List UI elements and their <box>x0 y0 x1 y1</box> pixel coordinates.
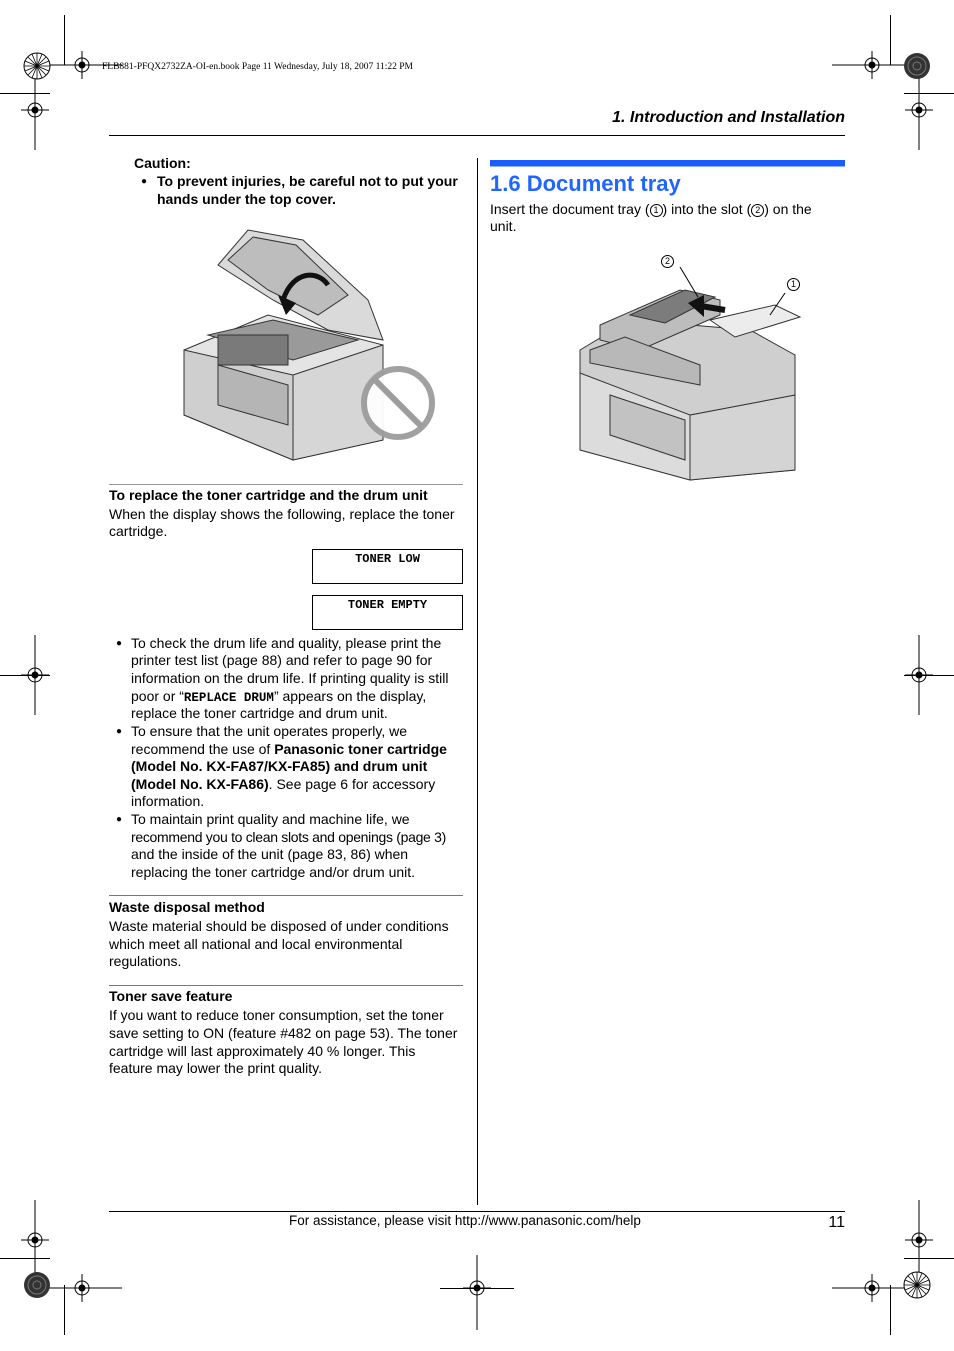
callout-number: 1 <box>650 204 663 217</box>
bold-run: Panasonic toner cartridge <box>274 741 447 757</box>
open-printer-illustration <box>178 225 438 465</box>
column-divider <box>477 158 478 1205</box>
text-run: ” appears on the display, <box>273 688 427 704</box>
header-rule <box>109 135 845 136</box>
waste-line2: which meet all national and local environmental <box>109 936 403 952</box>
waste-line3: regulations. <box>109 953 182 969</box>
display-message: REPLACE DRUM <box>183 691 274 705</box>
bullet3-line1: To maintain print quality and machine life, we <box>131 811 410 827</box>
lcd-text: TONER LOW <box>355 552 420 566</box>
text-run: recommend the use of <box>131 741 275 757</box>
bullet-icon: ● <box>116 638 123 649</box>
toner-save-line3: cartridge will last approximately 40 % longer. This <box>109 1043 416 1059</box>
text-run: . See page 6 for accessory <box>268 776 436 792</box>
starburst-mark-bl <box>22 1270 52 1300</box>
callout-2 <box>661 252 674 270</box>
bullet2-line1: To ensure that the unit operates properly, we <box>131 723 408 739</box>
callout-number: 2 <box>661 255 674 268</box>
print-header: FLB881-PFQX2732ZA-OI-en.book Page 11 Wednesday, July 18, 2007 11:22 PM <box>102 62 413 72</box>
bullet3-line3: and the inside of the unit (page 83, 86) when <box>131 846 409 862</box>
starburst-mark-tr <box>902 51 932 81</box>
lcd-display-toner-empty <box>312 595 463 630</box>
bullet1-line2: printer test list (page 88) and refer to page 90 for <box>131 652 433 668</box>
section-divider <box>109 985 463 986</box>
waste-line1: Waste material should be disposed of under conditions <box>109 918 449 934</box>
callout-1 <box>787 275 800 293</box>
replace-text-line1: When the display shows the following, replace the toner <box>109 506 455 522</box>
bullet1-line5: replace the toner cartridge and drum unit. <box>131 705 388 721</box>
bullet-icon: ● <box>116 726 123 737</box>
bullet1-line1: To check the drum life and quality, please print the <box>131 635 442 651</box>
section-title: 1. Introduction and Installation <box>612 109 845 126</box>
callout-number: 2 <box>751 204 764 217</box>
bullet2-line5: information. <box>131 793 205 809</box>
caution-text-line2: hands under the top cover. <box>157 191 336 207</box>
footer-help-link[interactable]: For assistance, please visit http://www.panasonic.com/help <box>289 1213 641 1228</box>
toner-save-line4: feature may lower the print quality. <box>109 1060 322 1076</box>
heading-bar-underline <box>490 166 845 167</box>
bullet2-line3: (Model No. KX-FA87/KX-FA85) and drum unit <box>131 758 428 774</box>
toner-save-line2: save setting to ON (feature #482 on page 53). The toner <box>109 1025 458 1041</box>
page-number: 11 <box>828 1214 845 1231</box>
bullet1-line3: information on the drum life. If printing quality is still <box>131 670 449 686</box>
section-divider <box>109 895 463 896</box>
text-run: poor or “ <box>131 688 184 704</box>
bullet2-line2 <box>131 741 447 759</box>
bullet2-line4 <box>131 776 435 794</box>
document-tray-intro <box>490 201 812 219</box>
replace-heading: To replace the toner cartridge and the drum unit <box>109 487 428 503</box>
waste-heading: Waste disposal method <box>109 899 265 915</box>
bullet3-line4: replacing the toner cartridge and/or drum unit. <box>131 864 416 880</box>
caution-text-line1: To prevent injuries, be careful not to put your <box>157 173 458 189</box>
caution-label: Caution: <box>134 155 191 171</box>
document-tray-intro-line2: unit. <box>490 218 517 234</box>
starburst-mark-tl <box>22 51 52 81</box>
section-divider <box>109 484 463 485</box>
lcd-display-toner-low <box>312 549 463 584</box>
lcd-text: TONER EMPTY <box>347 598 428 612</box>
text-run: ) into the slot ( <box>662 201 752 217</box>
toner-save-heading: Toner save feature <box>109 988 233 1004</box>
callout-number: 1 <box>787 278 800 291</box>
bullet-icon: ● <box>116 814 123 825</box>
bullet-icon: ● <box>141 176 148 187</box>
footer-rule <box>109 1211 845 1212</box>
document-tray-heading: 1.6 Document tray <box>490 171 681 196</box>
bullet3-line2: recommend you to clean slots and openings (page 3) <box>131 829 446 845</box>
bold-run: (Model No. KX-FA86) <box>131 776 269 792</box>
starburst-mark-br <box>902 1270 932 1300</box>
text-run: ) on the <box>764 201 812 217</box>
text-run: Insert the document tray ( <box>490 201 650 217</box>
toner-save-line1: If you want to reduce toner consumption, set the toner <box>109 1007 444 1023</box>
replace-text-line2: cartridge. <box>109 523 168 539</box>
